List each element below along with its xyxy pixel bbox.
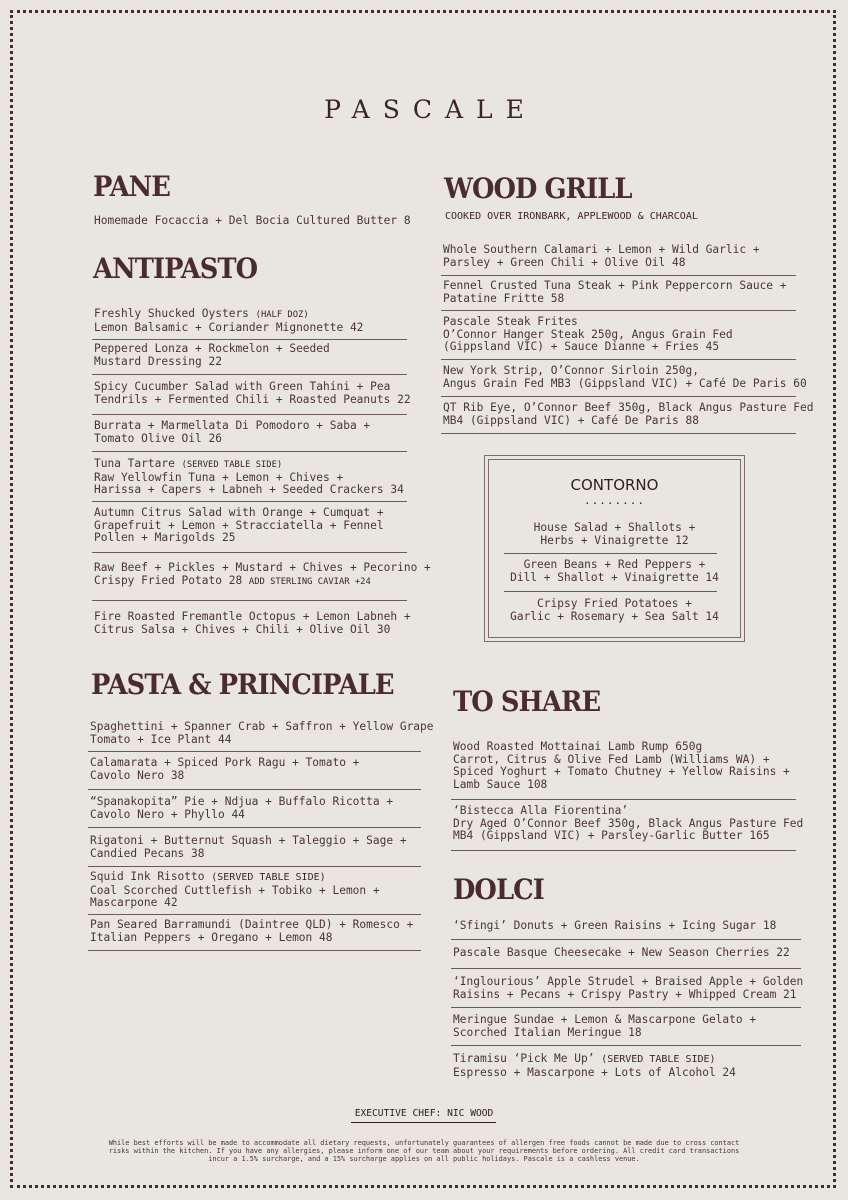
menu-item: Spaghettini + Spanner Crab + Saffron + Yellow Grape Tomato + Ice Plant 44 (90, 720, 434, 746)
divider (451, 799, 796, 800)
divider (441, 359, 796, 360)
section-heading-pasta: PASTA & PRINCIPALE (91, 668, 394, 701)
menu-item: Cripsy Fried Potatoes + Garlic + Rosemary + Sea Salt 14 (510, 597, 719, 623)
menu-item: Burrata + Marmellata Di Pomodoro + Saba + Tomato Olive Oil 26 (94, 419, 371, 445)
section-heading-to-share: TO SHARE (453, 685, 601, 718)
menu-item: “Spanakopita” Pie + Ndjua + Buffalo Ricotta + Cavolo Nero + Phyllo 44 (90, 795, 394, 821)
section-heading-dolci: DOLCI (453, 873, 544, 906)
menu-item: Whole Southern Calamari + Lemon + Wild Garlic + Parsley + Green Chili + Olive Oil 48 (443, 243, 760, 269)
chef-underline (351, 1122, 496, 1123)
divider (88, 914, 421, 915)
executive-chef: EXECUTIVE CHEF: NIC WOOD (354, 1108, 494, 1119)
divider (451, 1045, 801, 1046)
divider (504, 553, 717, 554)
menu-item: Autumn Citrus Salad with Orange + Cumquat + Grapefruit + Lemon + Stracciatella + Fennel Pollen + Marigolds 25 (94, 506, 384, 545)
menu-item: Rigatoni + Butternut Squash + Taleggio + Sage + Candied Pecans 38 (90, 834, 407, 860)
section-heading-pane: PANE (93, 170, 170, 203)
divider (441, 310, 796, 311)
allergen-disclaimer: While best efforts will be made to accommodate all dietary requests, unfortunately guarantees of allergen free foods cannot be made due to cross contact risks within the kitchen. If you have any allergies, please inform one of our team about your requirements before ordering. All credit card transactions incur a 1.5% surcharge, and a 15% surcharge applies on all public holidays. Pascale is a cashless venue. (108, 1139, 740, 1164)
divider (451, 1007, 801, 1008)
menu-item: Pan Seared Barramundi (Daintree QLD) + Romesco + Italian Peppers + Oregano + Lemon 48 (90, 918, 414, 944)
divider (441, 433, 796, 434)
menu-item: Pascale Basque Cheesecake + New Season Cherries 22 (453, 946, 790, 959)
menu-item: Peppered Lonza + Rockmelon + Seeded Mustard Dressing 22 (94, 342, 330, 368)
contorno-dots: ........ (584, 494, 645, 507)
divider (92, 414, 407, 415)
divider (441, 396, 796, 397)
divider (451, 939, 801, 940)
menu-item: Pascale Steak Frites O’Connor Hanger Steak 250g, Angus Grain Fed (Gippsland VIC) + Sauce Dianne + Fries 45 (443, 315, 733, 354)
menu-item: QT Rib Eye, O’Connor Beef 350g, Black Angus Pasture Fed MB4 (Gippsland VIC) + Café De Paris 88 (443, 401, 814, 427)
menu-item: Fire Roasted Fremantle Octopus + Lemon Labneh + Citrus Salsa + Chives + Chili + Olive Oil 30 (94, 610, 411, 636)
menu-item: ‘Bistecca Alla Fiorentina’ Dry Aged O’Connor Beef 350g, Black Angus Pasture Fed MB4 (Gippsland VIC) + Parsley-Garlic Butter 165 (453, 804, 804, 843)
divider (92, 600, 407, 601)
menu-item: House Salad + Shallots + Herbs + Vinaigrette 12 (533, 521, 696, 547)
divider (92, 552, 407, 553)
divider (92, 451, 407, 452)
divider (88, 866, 421, 867)
divider (441, 275, 796, 276)
menu-item: Calamarata + Spiced Pork Ragu + Tomato + Cavolo Nero 38 (90, 756, 360, 782)
menu-item: Freshly Shucked Oysters (HALF DOZ) Lemon Balsamic + Coriander Mignonette 42 (94, 307, 364, 334)
menu-item: Green Beans + Red Peppers + Dill + Shallot + Vinaigrette 14 (510, 558, 719, 584)
menu-item: Tiramisu ‘Pick Me Up’ (SERVED TABLE SIDE) Espresso + Mascarpone + Lots of Alcohol 24 (453, 1052, 736, 1079)
menu-item: Homemade Focaccia + Del Bocia Cultured Butter 8 (94, 214, 411, 227)
divider (451, 850, 796, 851)
divider (88, 950, 421, 951)
divider (88, 789, 421, 790)
menu-item: Raw Beef + Pickles + Mustard + Chives + Pecorino + Crispy Fried Potato 28 ADD STERLING CAVIAR +24 (94, 561, 431, 587)
menu-item: Fennel Crusted Tuna Steak + Pink Peppercorn Sauce + Patatine Fritte 58 (443, 279, 787, 305)
divider (92, 501, 407, 502)
divider (88, 827, 421, 828)
menu-item: Tuna Tartare (SERVED TABLE SIDE) Raw Yellowfin Tuna + Lemon + Chives + Harissa + Capers + Labneh + Seeded Crackers 34 (94, 457, 404, 497)
menu-item: Wood Roasted Mottainai Lamb Rump 650g Carrot, Citrus & Olive Fed Lamb (Williams WA) + Spiced Yoghurt + Tomato Chutney + Yellow Raisins + Lamb Sauce 108 (453, 740, 790, 791)
menu-item: New York Strip, O’Connor Sirloin 250g, Angus Grain Fed MB3 (Gippsland VIC) + Café De Paris 60 (443, 364, 807, 390)
menu-item: Spicy Cucumber Salad with Green Tahini + Pea Tendrils + Fermented Chili + Roasted Peanuts 22 (94, 380, 411, 406)
section-heading-antipasto: ANTIPASTO (93, 252, 258, 285)
menu-item: ‘Sfingi’ Donuts + Green Raisins + Icing Sugar 18 (453, 919, 777, 932)
divider (92, 374, 407, 375)
section-subtitle: COOKED OVER IRONBARK, APPLEWOOD & CHARCOAL (445, 211, 698, 222)
contorno-heading: CONTORNO (570, 476, 659, 494)
menu-item: ‘Inglourious’ Apple Strudel + Braised Apple + Golden Raisins + Pecans + Crispy Pastry + Whipped Cream 21 (453, 975, 804, 1001)
divider (88, 751, 421, 752)
divider (451, 968, 801, 969)
divider (92, 339, 407, 340)
menu-item: Squid Ink Risotto (SERVED TABLE SIDE) Coal Scorched Cuttlefish + Tobiko + Lemon + Mascarpone 42 (90, 870, 380, 910)
menu-item: Meringue Sundae + Lemon & Mascarpone Gelato + Scorched Italian Meringue 18 (453, 1013, 757, 1039)
brand-title: PASCALE (324, 95, 537, 124)
section-heading-wood-grill: WOOD GRILL (444, 172, 632, 205)
divider (504, 591, 717, 592)
